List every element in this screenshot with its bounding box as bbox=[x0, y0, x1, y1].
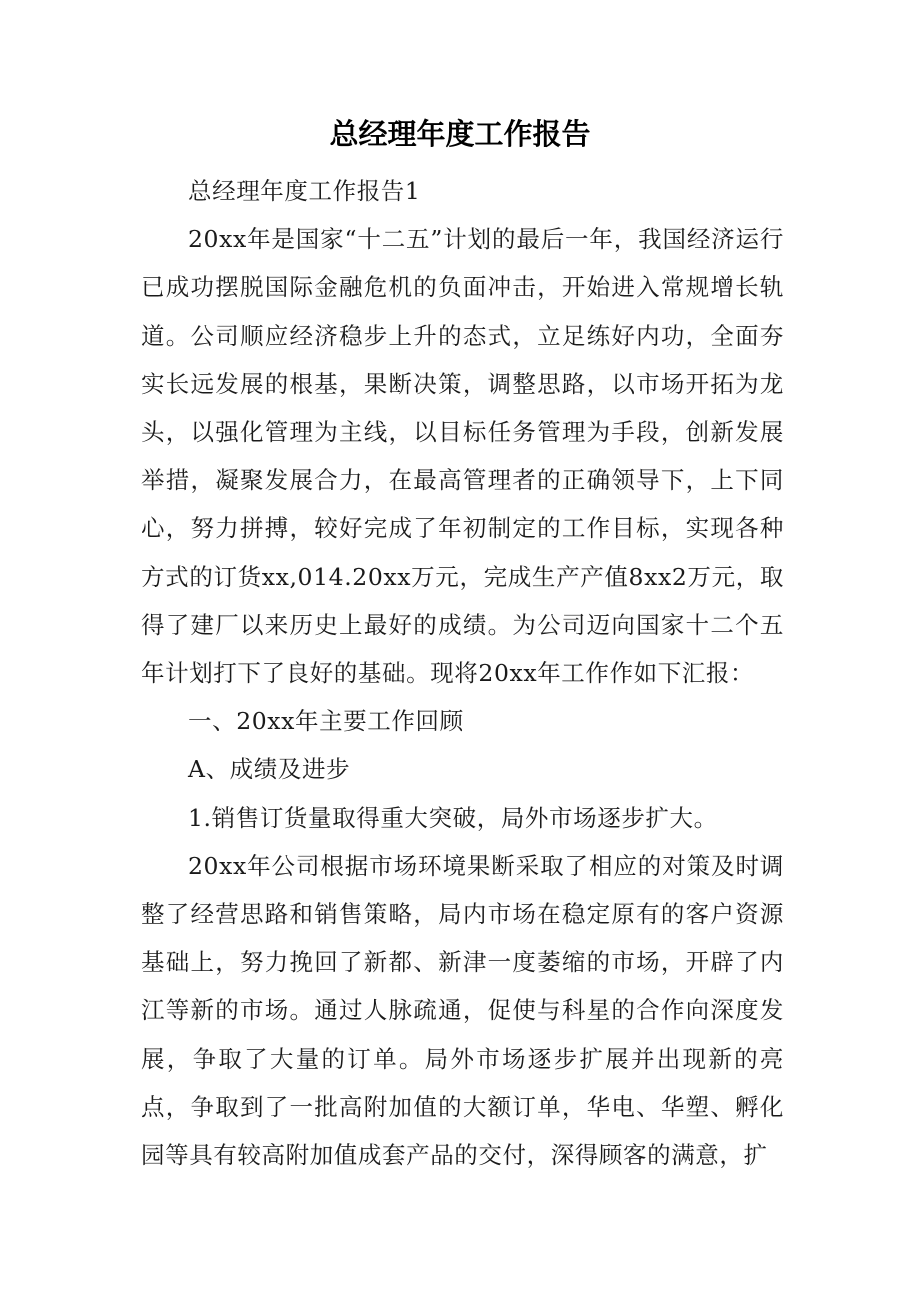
document-body bbox=[141, 167, 784, 1179]
section-heading: 一、20xx年主要工作回顾 bbox=[188, 707, 464, 736]
sales-paragraph: 20xx年公司根据市场环境果断采取了相应的对策及时调整了经营思路和销售策略，局内市场在稳定原有的客户资源基础上，努力挽回了新都、新津一度萎缩的市场，开辟了内江等新的市场。通过人脉疏通，促使与科星的合作向深度发展，争取了大量的订单。局外市场逐步扩展并出现新的亮点，争取到了一批高附加值的大额订单，华电、华塑、孵化园等具有较高附加值成套产品的交付，深得顾客的满意，扩 bbox=[141, 851, 784, 1170]
report-subtitle: 总经理年度工作报告1 bbox=[188, 177, 421, 205]
document-title: 总经理年度工作报告 bbox=[329, 117, 591, 151]
subsection-heading: A、成绩及进步 bbox=[188, 755, 351, 784]
intro-paragraph: 20xx年是国家“十二五”计划的最后一年，我国经济运行已成功摆脱国际金融危机的负面冲击，开始进入常规增长轨道。公司顺应经济稳步上升的态式，立足练好内功，全面夯实长远发展的根基，果断决策，调整思路，以市场开拓为龙头，以强化管理为主线，以目标任务管理为手段，创新发展举措，凝聚发展合力，在最高管理者的正确领导下，上下同心，努力拼搏，较好完成了年初制定的工作目标，实现各种方式的订货xx,014.20xx万元，完成生产产值8xx2万元，取得了建厂以来历史上最好的成绩。为公司迈向国家十二个五年计划打下了良好的基础。现将20xx年工作作如下汇报： bbox=[141, 225, 784, 688]
item-heading: 1.销售订货量取得重大突破，局外市场逐步扩大。 bbox=[188, 803, 718, 832]
